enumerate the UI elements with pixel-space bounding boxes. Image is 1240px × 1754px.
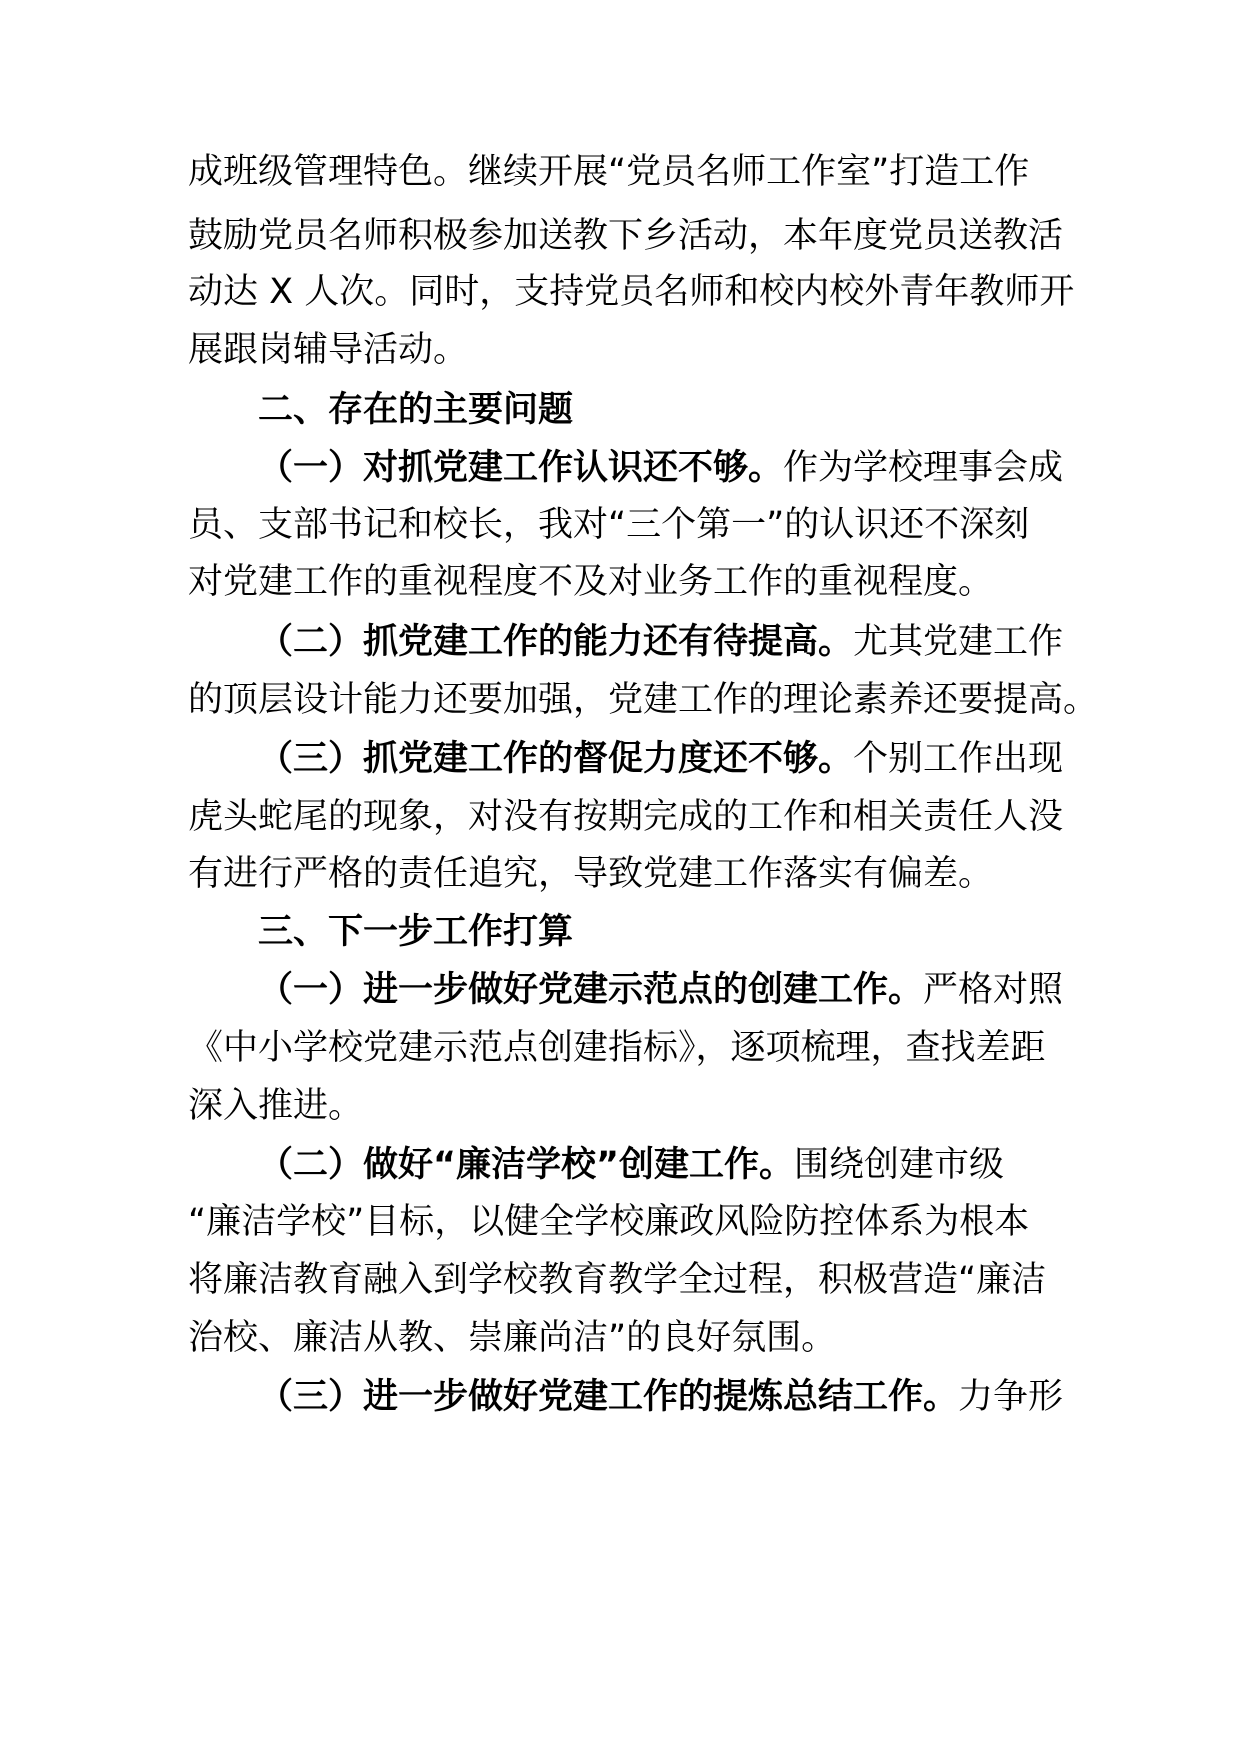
- body-line: [188, 1248, 1068, 1312]
- body-line: [188, 493, 1068, 557]
- line-text: 治校、廉洁从教、崇廉尚洁”的良好氛围。: [188, 1318, 837, 1358]
- line-text: 鼓励党员名师积极参加送教下乡活动，本年度党员送教活: [188, 216, 1064, 256]
- subsection-title: （三）进一步做好党建工作的提炼总结工作。: [258, 1377, 959, 1417]
- body-line: [188, 842, 1068, 906]
- heading-text: 二、存在的主要问题: [258, 390, 574, 430]
- line-text: 作为学校理事会成: [783, 448, 1064, 488]
- line-text: 展跟岗辅导活动。: [188, 330, 469, 370]
- body-line: [188, 260, 1075, 324]
- body-line: [188, 668, 1099, 732]
- section-heading-next-steps: [258, 900, 1068, 964]
- line-text: 员、支部书记和校长，我对“三个第一”的认识还不深刻: [188, 505, 1030, 545]
- body-line: [188, 1016, 1068, 1080]
- line-text: 围绕创建市级: [794, 1145, 1005, 1185]
- subsection-line: [258, 1365, 1068, 1429]
- subsection-line: [258, 436, 1068, 500]
- section-heading-problems: [258, 378, 1068, 442]
- subsection-title: （一）进一步做好党建示范点的创建工作。: [258, 970, 924, 1010]
- body-line: [188, 550, 1068, 614]
- line-text: 深入推进。: [188, 1086, 364, 1126]
- line-text: “廉洁学校”目标，以健全学校廉政风险防控体系为根本: [188, 1202, 1030, 1242]
- line-text: 将廉洁教育融入到学校教育教学全过程，积极营造“廉洁: [188, 1260, 1047, 1300]
- body-line: [188, 785, 1068, 849]
- body-line: [188, 1074, 1068, 1138]
- line-text: 成班级管理特色。继续开展“党员名师工作室”打造工作: [188, 152, 1030, 192]
- heading-text: 三、下一步工作打算: [258, 912, 574, 952]
- subsection-title: （二）做好“廉洁学校”创建工作。: [258, 1145, 795, 1185]
- body-line: [188, 204, 1068, 268]
- subsection-title: （三）抓党建工作的督促力度还不够。: [258, 739, 854, 779]
- subsection-line: [258, 1133, 1068, 1197]
- line-text: 尤其党建工作: [853, 622, 1064, 662]
- line-text: 《中小学校党建示范点创建指标》，逐项梳理，查找差距: [188, 1028, 1046, 1068]
- line-text: 严格对照: [923, 970, 1064, 1010]
- subsection-title: （一）对抓党建工作认识还不够。: [258, 448, 784, 488]
- line-text: 个别工作出现: [853, 739, 1064, 779]
- line-text: 的顶层设计能力还要加强，党建工作的理论素养还要提高。: [188, 680, 1099, 720]
- subsection-title: （二）抓党建工作的能力还有待提高。: [258, 622, 854, 662]
- line-text: 力争形: [958, 1377, 1064, 1417]
- line-text: 动达 X 人次。同时，支持党员名师和校内校外青年教师开: [188, 272, 1075, 312]
- body-line: [188, 1306, 1068, 1370]
- subsection-line: [258, 610, 1068, 674]
- body-line: [188, 1190, 1068, 1254]
- line-text: 有进行严格的责任追究，导致党建工作落实有偏差。: [188, 854, 994, 894]
- line-text: 虎头蛇尾的现象，对没有按期完成的工作和相关责任人没: [188, 797, 1064, 837]
- line-text: 对党建工作的重视程度不及对业务工作的重视程度。: [188, 562, 994, 602]
- subsection-line: [258, 958, 1068, 1022]
- subsection-line: [258, 727, 1068, 791]
- body-line: [188, 318, 1068, 382]
- body-line: [188, 140, 1068, 204]
